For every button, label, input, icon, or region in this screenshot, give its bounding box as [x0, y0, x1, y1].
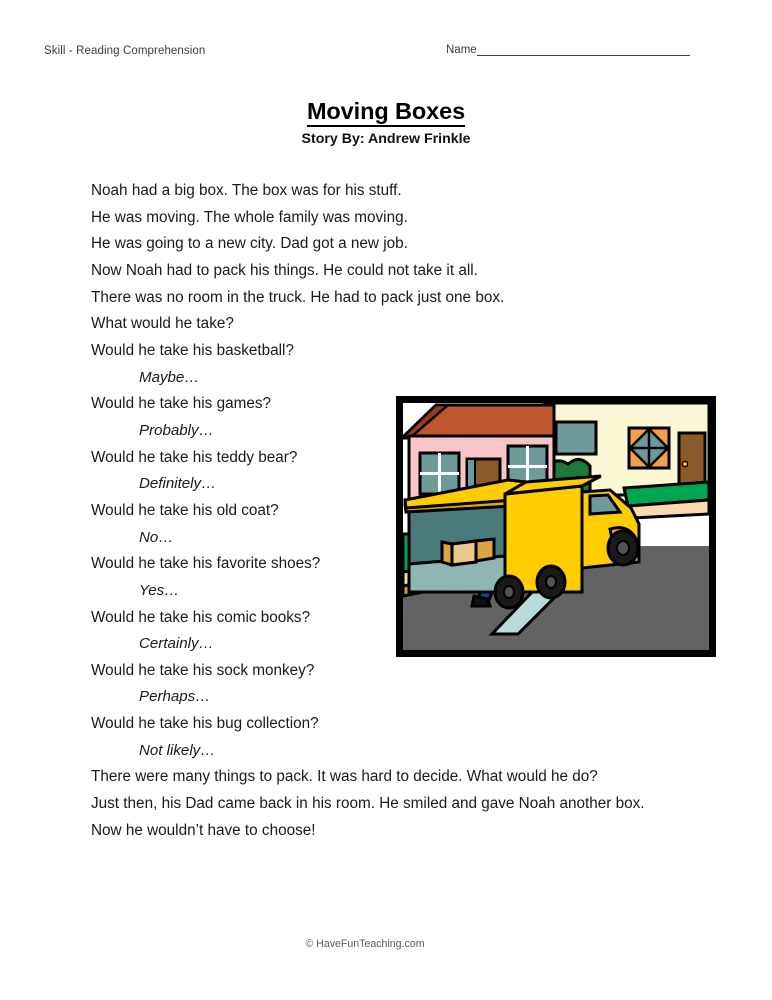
story-line: There was no room in the truck. He had to pack just one box. — [91, 288, 505, 306]
story-line: Now he wouldn’t have to choose! — [91, 821, 316, 839]
name-input-line[interactable] — [477, 55, 690, 56]
story-answer-line: Maybe… — [139, 368, 200, 386]
skill-label: Skill - Reading Comprehension — [44, 45, 206, 57]
story-line: There were many things to pack. It was hard to decide. What would he do? — [91, 768, 598, 786]
story-line: Would he take his sock monkey? — [91, 661, 315, 679]
story-line: Noah had a big box. The box was for his stuff. — [91, 182, 402, 199]
page-title — [0, 98, 772, 125]
story-answer-line: Yes… — [139, 581, 180, 599]
story-answer-line: No… — [139, 528, 174, 546]
byline: Story By: Andrew Frinkle — [301, 131, 471, 147]
moving-truck-illustration-svg — [396, 396, 716, 657]
story-answer-line: Probably… — [139, 421, 214, 439]
name-field-group — [446, 45, 690, 57]
story-answer-line: Definitely… — [139, 475, 217, 493]
story-line: Would he take his comic books? — [91, 608, 311, 626]
story-line: Would he take his games? — [91, 395, 271, 413]
story-line: Would he take his favorite shoes? — [91, 555, 321, 573]
story-answer-line: Certainly… — [139, 635, 214, 653]
story-illustration — [396, 396, 716, 657]
footer — [0, 938, 772, 950]
story-line: Just then, his Dad came back in his room. He smiled and gave Noah another box. — [91, 795, 645, 813]
story-line: Now Noah had to pack his things. He could not take it all. — [91, 261, 478, 279]
story-line: Would he take his teddy bear? — [91, 448, 298, 466]
story-line: He was moving. The whole family was moving. — [91, 208, 408, 226]
story-line: He was going to a new city. Dad got a new job. — [91, 235, 408, 253]
story-line: Would he take his bug collection? — [91, 715, 319, 733]
story-line: What would he take? — [91, 315, 234, 333]
story-line: Would he take his old coat? — [91, 501, 279, 519]
story-line: Would he take his basketball? — [91, 341, 294, 359]
story-answer-line: Perhaps… — [139, 688, 211, 706]
page-title-text: Moving Boxes — [307, 98, 465, 127]
copyright-text: © HaveFunTeaching.com — [305, 938, 425, 950]
story-answer-line: Not likely… — [139, 741, 216, 759]
name-label: Name — [446, 44, 477, 56]
